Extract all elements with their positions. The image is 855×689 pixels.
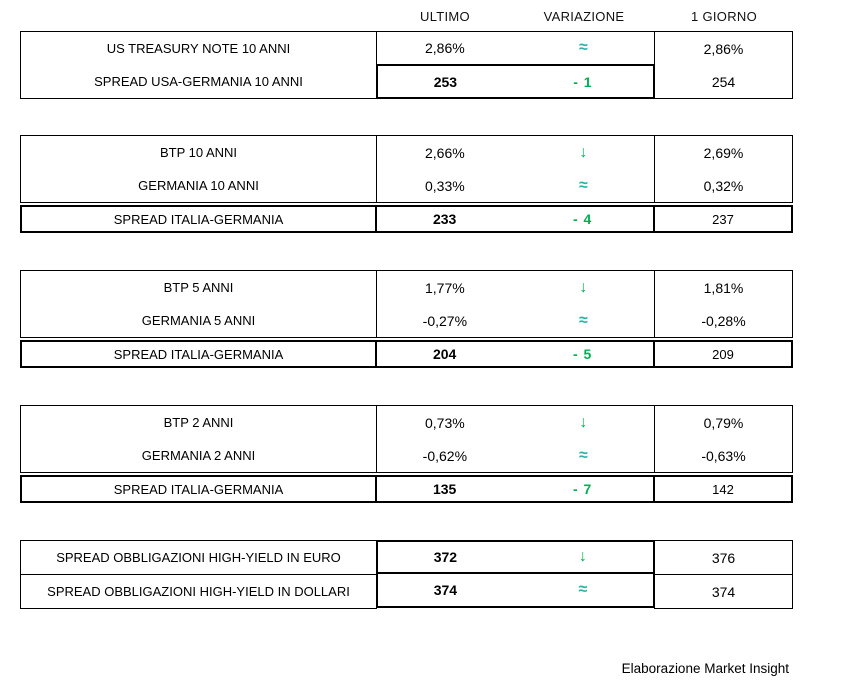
ultimo-value: 372 bbox=[433, 549, 458, 565]
ultimo-value: 233 bbox=[432, 211, 457, 227]
ultimo-value: -0,62% bbox=[422, 447, 468, 464]
group-high-yield bbox=[20, 540, 793, 609]
giorno-value: 0,79% bbox=[703, 414, 744, 431]
ultimo-value: 1,77% bbox=[425, 279, 465, 296]
variazione-delta: - 5 bbox=[572, 346, 593, 362]
table-row bbox=[376, 572, 655, 608]
giorno-value: -0,63% bbox=[701, 447, 746, 464]
approx-icon: ≈ bbox=[578, 39, 588, 56]
label-column bbox=[20, 135, 377, 203]
instrument-label: SPREAD ITALIA-GERMANIA bbox=[113, 346, 284, 362]
giorno-value: 2,69% bbox=[703, 144, 744, 161]
label-column bbox=[20, 405, 377, 473]
spread-italia-germania-2 bbox=[20, 475, 793, 503]
giorno-column bbox=[653, 340, 793, 368]
down-arrow-icon: ↓ bbox=[578, 548, 587, 565]
column-header-giorno: 1 GIORNO bbox=[691, 8, 757, 24]
table-row bbox=[377, 406, 654, 439]
table-row bbox=[377, 136, 654, 169]
table-row bbox=[377, 207, 653, 231]
instrument-label: SPREAD OBBLIGAZIONI HIGH-YIELD IN EURO bbox=[56, 550, 341, 565]
giorno-value: 374 bbox=[655, 574, 792, 608]
ultimo-value: -0,27% bbox=[422, 312, 468, 329]
table-row bbox=[377, 439, 654, 472]
values-column bbox=[375, 205, 655, 233]
table-row bbox=[376, 64, 655, 99]
ultimo-value: 204 bbox=[432, 346, 457, 362]
credit-text: Elaborazione Market Insight bbox=[621, 661, 789, 676]
values-column bbox=[376, 270, 655, 338]
group-btp-5 bbox=[20, 270, 793, 338]
label-column bbox=[20, 540, 377, 609]
giorno-value: 0,32% bbox=[703, 177, 744, 194]
ultimo-value: 2,86% bbox=[425, 40, 465, 56]
values-column bbox=[375, 340, 655, 368]
giorno-value: 254 bbox=[711, 73, 736, 90]
down-arrow-icon: ↓ bbox=[579, 413, 588, 431]
instrument-label: BTP 5 ANNI bbox=[163, 280, 234, 295]
ultimo-value: 0,33% bbox=[425, 177, 465, 194]
instrument-label: GERMANIA 5 ANNI bbox=[141, 313, 256, 328]
values-column bbox=[376, 405, 655, 473]
column-header-ultimo: ULTIMO bbox=[420, 8, 470, 24]
label-column bbox=[20, 475, 377, 503]
instrument-label: GERMANIA 2 ANNI bbox=[141, 448, 256, 463]
ultimo-value: 0,73% bbox=[425, 414, 465, 431]
instrument-label: BTP 2 ANNI bbox=[163, 415, 234, 430]
column-headers bbox=[20, 8, 855, 24]
giorno-value: 237 bbox=[712, 211, 734, 227]
variazione-delta: - 4 bbox=[572, 211, 593, 227]
approx-icon: ≈ bbox=[578, 446, 588, 464]
variazione-delta: - 1 bbox=[573, 73, 593, 90]
giorno-column bbox=[654, 270, 793, 338]
column-header-variazione: VARIAZIONE bbox=[543, 8, 625, 24]
values-column bbox=[375, 475, 655, 503]
approx-icon: ≈ bbox=[578, 311, 588, 329]
giorno-column bbox=[654, 540, 793, 609]
values-column bbox=[376, 31, 655, 99]
instrument-label: SPREAD USA-GERMANIA 10 ANNI bbox=[94, 74, 303, 89]
giorno-value: 2,86% bbox=[703, 40, 744, 57]
group-btp-2 bbox=[20, 405, 793, 473]
table-row bbox=[377, 271, 654, 304]
instrument-label: SPREAD OBBLIGAZIONI HIGH-YIELD IN DOLLARI bbox=[21, 574, 376, 608]
instrument-label: SPREAD ITALIA-GERMANIA bbox=[113, 211, 284, 227]
approx-icon: ≈ bbox=[578, 581, 588, 598]
values-column bbox=[376, 135, 655, 203]
table-row bbox=[377, 169, 654, 202]
giorno-column bbox=[654, 135, 793, 203]
giorno-value: 142 bbox=[712, 481, 734, 497]
instrument-label: US TREASURY NOTE 10 ANNI bbox=[106, 41, 291, 56]
down-arrow-icon: ↓ bbox=[579, 143, 588, 161]
giorno-value: 209 bbox=[712, 346, 734, 362]
spread-italia-germania-10 bbox=[20, 205, 793, 233]
variazione-delta: - 7 bbox=[572, 481, 593, 497]
giorno-value: 1,81% bbox=[703, 279, 744, 296]
values-column bbox=[376, 540, 655, 609]
label-column bbox=[20, 31, 377, 99]
instrument-label: SPREAD ITALIA-GERMANIA bbox=[113, 481, 284, 497]
down-arrow-icon: ↓ bbox=[579, 278, 588, 296]
table-row bbox=[377, 304, 654, 337]
label-column bbox=[20, 205, 377, 233]
ultimo-value: 374 bbox=[433, 582, 458, 598]
giorno-value: -0,28% bbox=[701, 312, 746, 329]
table-row bbox=[377, 477, 653, 501]
table-row bbox=[377, 342, 653, 366]
ultimo-value: 253 bbox=[433, 73, 458, 90]
group-btp-10 bbox=[20, 135, 793, 203]
instrument-label: GERMANIA 10 ANNI bbox=[138, 178, 259, 193]
giorno-column bbox=[654, 405, 793, 473]
label-column bbox=[20, 270, 377, 338]
giorno-column bbox=[653, 205, 793, 233]
group-us-treasury bbox=[20, 31, 793, 99]
table-row bbox=[376, 540, 655, 574]
ultimo-value: 2,66% bbox=[425, 144, 465, 161]
giorno-column bbox=[653, 475, 793, 503]
label-column bbox=[20, 340, 377, 368]
giorno-column bbox=[654, 31, 793, 99]
ultimo-value: 135 bbox=[432, 481, 457, 497]
giorno-value: 376 bbox=[711, 549, 736, 566]
approx-icon: ≈ bbox=[578, 176, 588, 194]
spread-italia-germania-5 bbox=[20, 340, 793, 368]
instrument-label: BTP 10 ANNI bbox=[159, 145, 238, 160]
table-row bbox=[376, 31, 655, 65]
